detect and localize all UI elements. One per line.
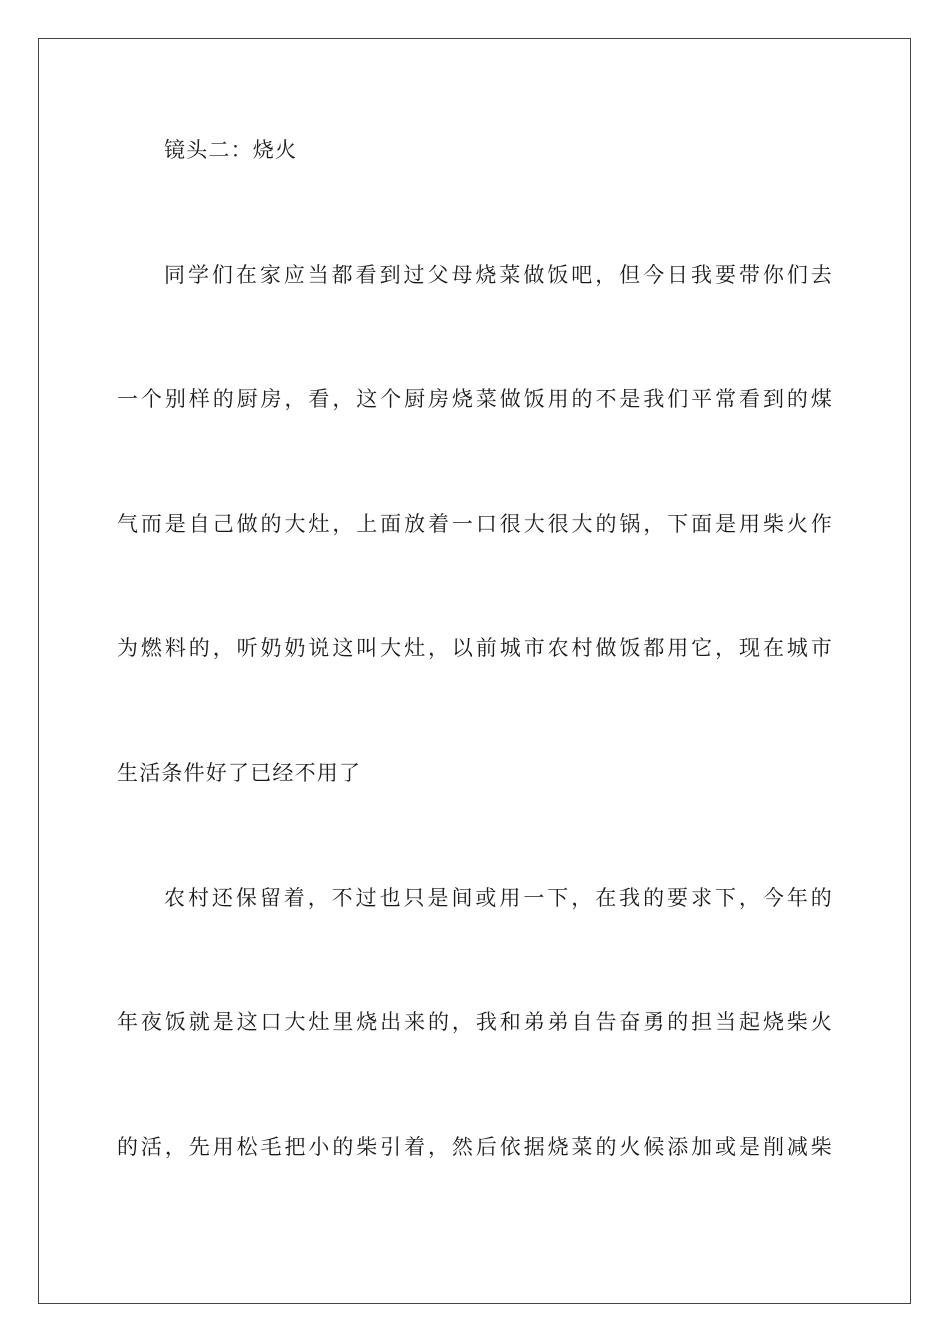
section-heading: 镜头二：烧火 — [164, 138, 298, 162]
paragraph-line: 气而是自己做的大灶，上面放着一口很大很大的锅，下面是用柴火作 — [117, 512, 833, 536]
paragraph-line: 同学们在家应当都看到过父母烧菜做饭吧，但今日我要带你们去 — [164, 263, 833, 287]
paragraph-line: 农村还保留着，不过也只是间或用一下，在我的要求下，今年的 — [164, 886, 833, 910]
paragraph-line: 的活，先用松毛把小的柴引着，然后依据烧菜的火候添加或是削减柴 — [117, 1135, 833, 1159]
page-border — [38, 38, 911, 1304]
paragraph-line: 生活条件好了已经不用了 — [117, 761, 362, 785]
paragraph-line: 为燃料的，听奶奶说这叫大灶，以前城市农村做饭都用它，现在城市 — [117, 636, 833, 660]
paragraph-line: 年夜饭就是这口大灶里烧出来的，我和弟弟自告奋勇的担当起烧柴火 — [117, 1010, 833, 1034]
paragraph-line: 一个别样的厨房，看，这个厨房烧菜做饭用的不是我们平常看到的煤 — [117, 387, 833, 411]
